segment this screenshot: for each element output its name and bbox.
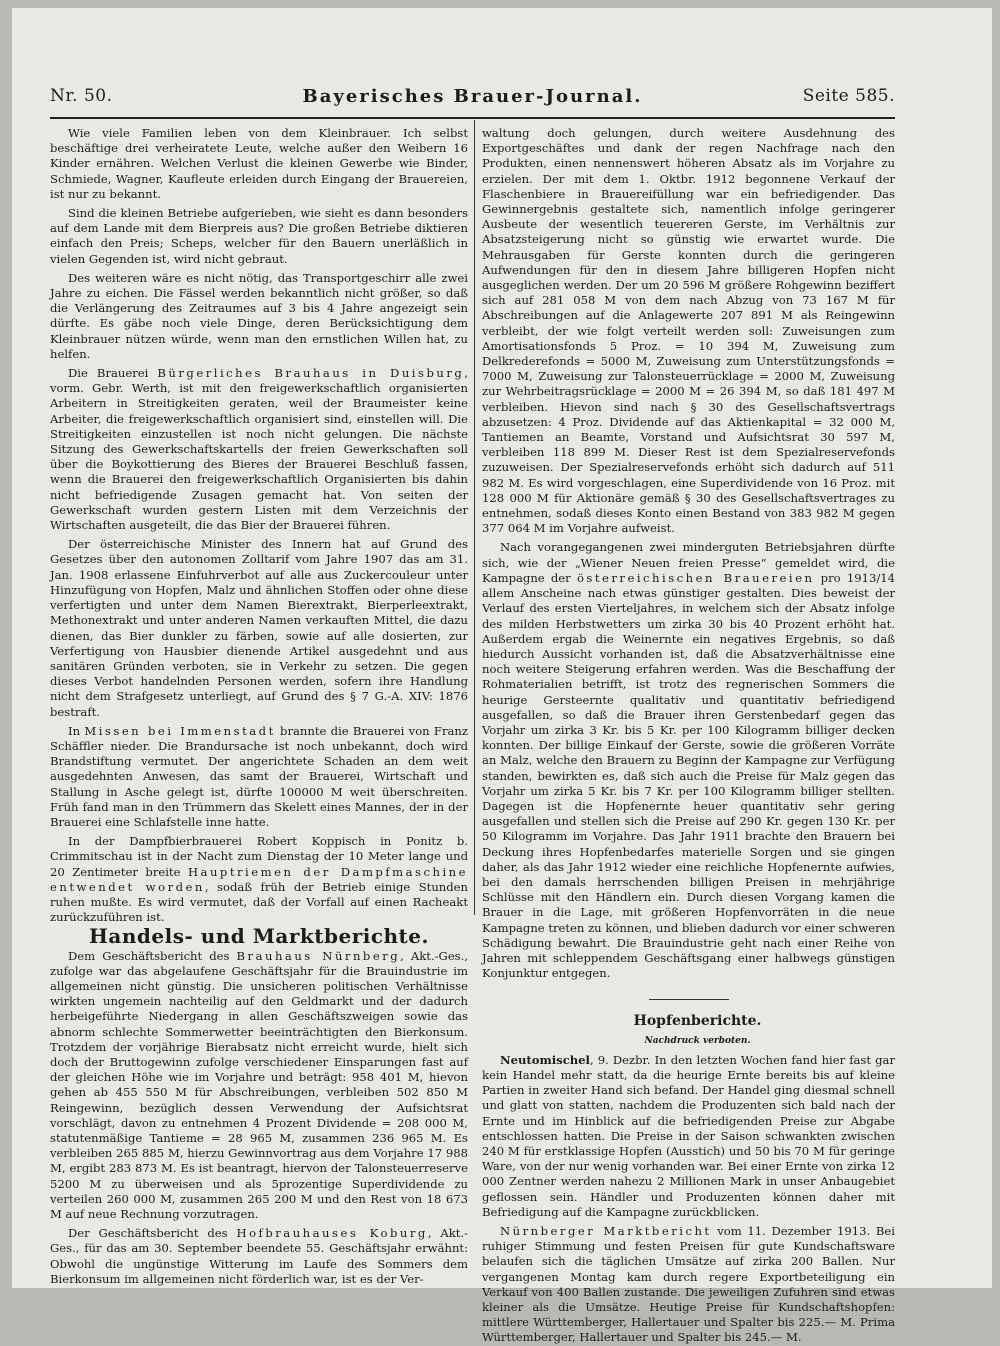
article-austrian-ban: Der österreichische Minister des Innern hat auf Grund des Gesetzes über den autonomen Zolltarif vom Jahre 1907 das am 31. Jan. 1908 erlassene Einfuhrverbot auf alle aus Zuckercouleur unter Hinzufügung von Hopfen, Malz und ähnlichen Stoffen oder ohne diese verfertigten und unter dem Namen Bierextrakt, Bierperleextrakt, Methonextrakt und unter anderen Namen verkauften Mittel, die dazu dienen, das Bier dunkler zu färben, sowie auf alle dosierten, zur Verfertigung von Hausbier dienende Artikel ausgedehnt und aus sanitären Gründen verboten, sie in Verkehr zu setzen. Die gegen dieses Verbot handelnden Personen werden, sofern ihre Handlung nicht dem Strafgesetz unterliegt, auf Grund des § 7 G.-A. XIV: 1876 bestraft.	[50, 537, 468, 719]
article-koppisch-theft: In der Dampfbierbrauerei Robert Koppisch in Ponitz b. Crimmitschau ist in der Nacht zum Dienstag der 10 Meter lange und 20 Zentimeter breite Hauptriemen der Dampfmaschine entwendet worden, sodaß früh der Betrieb einige Stunden ruhen mußte. Es wird vermutet, daß der Vorfall auf einen Racheakt zurückzuführen ist.	[50, 834, 469, 925]
header-rule	[50, 117, 895, 119]
issue-number: Nr. 50.	[50, 86, 113, 106]
section-divider	[649, 999, 729, 1000]
right-column	[482, 126, 895, 1345]
page-number: Seite 585.	[802, 86, 895, 106]
article-kleinbrauer-p3: Des weiteren wäre es nicht nötig, das Transportgeschirr alle zwei Jahre zu eichen. Die Fässel werden bekanntlich nicht größer, so daß die Verlängerung des Zeitraumes auf 3 bis 4 Jahre angezeigt sein dürfte. Es gäbe noch viele Dinge, deren Berücksichtigung dem Kleinbrauer nützen würde, wenn man den ernstlichen Willen hat, zu helfen.	[50, 270, 468, 361]
article-koburg-continued: waltung doch gelungen, durch weitere Ausdehnung des Exportgeschäftes und dank der regen Nachfrage nach den Produkten, einen nennenswert höheren Absatz als im Vorjahre zu erzielen. Der mit dem 1. Oktbr. 1912 begonnene Verkauf der Flaschenbiere in Brauereifüllung war ein befriedigender. Das Gewinnergebnis gestaltete sich, namentlich infolge geringerer Ausbeute der wesentlich teuereren Gerste, im Verhältnis zur Absatzsteigerung nicht so günstig wie erwartet wurde. Die Mehrausgaben für Gerste konnten durch die geringeren Aufwendungen für den in diesem Jahre billigeren Hopfen nicht ausgeglichen werden. Der um 20 596 M größere Rohgewinn beziffert sich auf 281 058 M von dem nach Abzug von 73 167 M für Abschreibungen auf die Anlagewerte 207 891 M als Reingewinn verbleibt, der wie folgt verteilt werden soll: Zuweisungen zum Amortisationsfonds 5 Proz. = 10 394 M, Zuweisung zum Delkrederefonds = 5000 M, Zuweisung zum Unterstützungsfonds = 7000 M, Zuweisung zur Talonsteuerrücklage = 2000 M, Zuweisung zur Wehrbeitragsrücklage = 2000 M = 26 394 M, so daß 181 497 M verbleiben. Hievon sind nach § 30 des Gesellschaftsvertrags abzusetzen: 4 Proz. Dividende auf das Aktienkapital = 32 000 M, Tantiemen an Beamte, Vorstand und Aufsichtsrat 30 597 M, verbleiben 118 899 M. Dieser Rest ist dem Spezialreservefonds zuzuweisen. Der Spezialreservefonds erhöht sich dadurch auf 511 982 M. Es wird vorgeschlagen, eine Superdividende von 16 Proz. mit 128 000 M für Aktionäre gemäß § 30 des Gesellschaftsvertrages zu entnehmen, sodaß dieses Konto einen Bestand von 383 982 M gegen 377 064 M im Vorjahre aufweist.	[482, 126, 895, 536]
article-kleinbrauer-p2: Sind die kleinen Betriebe aufgerieben, wie sieht es dann besonders auf dem Lande mit dem Bierpreis aus? Die großen Betriebe diktieren einfach den Preis; Scheps, welcher für den Bauern unerläßlich in vielen Gegenden ist, wird nicht gebraut.	[50, 206, 468, 266]
reprint-notice: Nachdruck verboten.	[644, 1035, 751, 1046]
column-divider	[474, 120, 475, 915]
left-column	[50, 126, 469, 1286]
article-brauhaus-nuernberg: Dem Geschäftsbericht des Brauhaus Nürnberg, Akt.-Ges., zufolge war das abgelaufene Geschäftsjahr für die Brauindustrie im allgemeinen nicht günstig. Die unsicheren politischen Verhältnisse wirkten ungemein nachteilig auf den Geldmarkt und der dadurch herbeigeführte Niedergang in allen Geschäftszweigen sowie das abnorm schlechte Sommerwetter beeinträchtigten den Bierkonsum. Trotzdem der vorjährige Bierabsatz nicht erreicht wurde, hielt sich doch der Bruttogewinn zufolge verschiedener Einsparungen fast auf der gleichen Höhe wie im Vorjahre und beträgt: 958 401 M, hievon gehen ab 455 550 M für Abschreibungen, verbleiben 502 850 M Reingewinn, bezüglich dessen Verwendung der Aufsichtsrat vorschlägt, davon zu entnehmen 4 Prozent Dividende = 208 000 M, statutenmäßige Tantieme = 28 965 M, zusammen 236 965 M. Es verbleiben 265 885 M, hierzu Gewinnvortrag aus dem Vorjahre 17 988 M, ergibt 283 873 M. Es ist beantragt, hiervon der Talonsteuerreserve 5200 M zu überweisen und als 5prozentige Superdividende zu verteilen 260 000 M, zusammen 265 200 M und den Rest von 18 673 M auf neue Rechnung vorzutragen.	[50, 948, 469, 1222]
article-austrian-breweries: Nach vorangegangenen zwei minderguten Betriebsjahren dürfte sich, wie der „Wiener Neuen freien Presse“ gemeldet wird, die Kampagne der österreichischen Brauereien pro 1913/14 allem Anscheine nach etwas günstiger gestalten. Dies beweist der Verlauf des ersten Vierteljahres, in welchem sich der Absatz infolge des milden Herbstwetters um zirka 30 bis 40 Prozent erhöht hat. Außerdem ergab die Weinernte ein negatives Ergebnis, so daß hiedurch Aussicht vorhanden ist, daß die Absatzverhältnisse eine noch weitere Steigerung erfahren werden. Was die Beschaffung der Rohmaterialien betrifft, ist trotz des regnerischen Sommers die heurige Gersteernte qualitativ und quantitativ befriedigend ausgefallen, so daß die Brauer ihren Gerstenbedarf gegen das Vorjahr um zirka 3 Kr. bis 5 Kr. per 100 Kilogramm billiger decken konnten. Der billige Einkauf der Gerste, sowie die größeren Vorräte an Malz, welche den Brauern zu Beginn der Kampagne zur Verfügung standen, bewirkten es, daß sich auch die Preise für Malz gegen das Vorjahr um zirka 5 Kr. bis 7 Kr. per 100 Kilogramm billiger stellten. Dagegen ist die Hopfenernte heuer quantitativ sehr gering ausgefallen und stellen sich die Preise auf 290 Kr. gegen 130 Kr. per 50 Kilogramm im Vorjahre. Das Jahr 1911 brachte den Brauern bei Deckung ihres Hopfenbedarfes materielle Sorgen und sie gingen daher, als das Jahr 1912 wieder eine reichliche Hopfenernte aufwies, bei den damals herrschenden billigen Preisen in mehrjährige Schlüsse mit den Händlern ein. Durch diesen Vorgang kamen die Brauer in die Lage, mit größeren Hopfenvorräten in die neue Kampagne treten zu können, und blieben dadurch vor einer schweren Schädigung bewahrt. Die Brauindustrie geht nach einer Reihe von Jahren mit schleppendem Geschäftsgang einer halbwegs günstigen Konjunktur entgegen.	[482, 540, 895, 981]
article-kleinbrauer-p1: Wie viele Familien leben von dem Kleinbrauer. Ich selbst beschäftige drei verheiratete Leute, welche außer den Weibern 16 Kinder ernähren. Welchen Verlust die kleinen Gewerbe wie Binder, Schmiede, Wagner, Kaufleute erleiden durch Eingang der Brauereien, ist nur zu bekannt.	[50, 126, 468, 201]
article-neutomischel: Neutomischel, 9. Dezbr. In den letzten Wochen fand hier fast gar kein Handel mehr statt, da die heurige Ernte bereits bis auf kleine Partien in zweiter Hand sich befand. Der Handel ging diesmal schnell und glatt von statten, nachdem die Produzenten sich bald nach der Ernte und im Hinblick auf die befriedigenden Preise zur Abgabe entschlossen hatten. Die Preise in der Saison schwankten zwischen 240 M für erstklassige Hopfen (Ausstich) und 50 bis 70 M für geringe Ware, von der nur wenig vorhanden war. Bei einer Ernte von zirka 12 000 Zentner werden nahezu 2 Millionen Mark in unser Anbaugebiet geflossen sein. Händler und Produzenten können daher mit Befriedigung auf die Kampagne zurückblicken.	[482, 1052, 895, 1219]
section-heading-handel: Handels- und Marktberichte.	[89, 924, 429, 949]
article-duisburg: Die Brauerei Bürgerliches Brauhaus in Duisburg, vorm. Gebr. Werth, ist mit den freigewerkschaftlich organisierten Arbeitern in Streitigkeiten geraten, weil der Braumeister keine Arbeiter, die freigewerkschaftlich organisiert sind, einstellen will. Die Streitigkeiten einzustellen ist noch nicht gelungen. Die nächste Sitzung des Gewerkschaftskartells der freien Gewerkschaften soll über die Boykottierung des Bieres der Brauerei Beschluß fassen, wenn die Brauerei den freigewerkschaftlich Organisierten bis dahin nicht befriedigende Zusagen gemacht hat. Von seiten der Gewerkschaft wurden gestern Listen mit dem Verzeichnis der Wirtschaften ausgeteilt, die das Bier der Brauerei führen.	[50, 366, 468, 533]
article-hofbrauhaus-koburg: Der Geschäftsbericht des Hofbrauhauses Koburg, Akt.-Ges., für das am 30. September beendete 55. Geschäftsjahr erwähnt: Obwohl die ungünstige Witterung im Laufe des Sommers dem Bierkonsum im allgemeinen nicht förderlich war, ist es der Ver-	[50, 1226, 468, 1286]
article-nuernberg-market: Nürnberger Marktbericht vom 11. Dezember 1913. Bei ruhiger Stimmung und festen Preisen für gute Kundschaftsware belaufen sich die täglichen Umsätze auf zirka 200 Ballen. Nur vergangenen Montag kam durch regere Exportbeteiligung ein Verkauf von 400 Ballen zustande. Die jeweiligen Zufuhren sind etwas kleiner als die Umsätze. Heutige Preise für Kundschaftshopfen: mittlere Württemberger, Hallertauer und Spalter bis 225.— M. Prima Württemberger, Hallertauer und Spalter bis 245.— M.	[482, 1224, 895, 1345]
journal-title: Bayerisches Brauer-Journal.	[302, 86, 643, 107]
section-heading-hopfen: Hopfenberichte.	[633, 1013, 762, 1030]
page-header	[50, 86, 895, 116]
article-missen-fire: In Missen bei Immenstadt brannte die Brauerei von Franz Schäffler nieder. Die Brandursache ist noch unbekannt, doch wird Brandstiftung vermutet. Der angerichtete Schaden an dem weit ausgedehnten Anwesen, das samt der Brauerei, Wirtschaft und Stallung in Asche gelegt ist, dürfte 100000 M weit überschreiten. Früh fand man in den Trümmern das Skelett eines Mannes, der in der Brauerei eine Schlafstelle inne hatte.	[50, 723, 469, 829]
